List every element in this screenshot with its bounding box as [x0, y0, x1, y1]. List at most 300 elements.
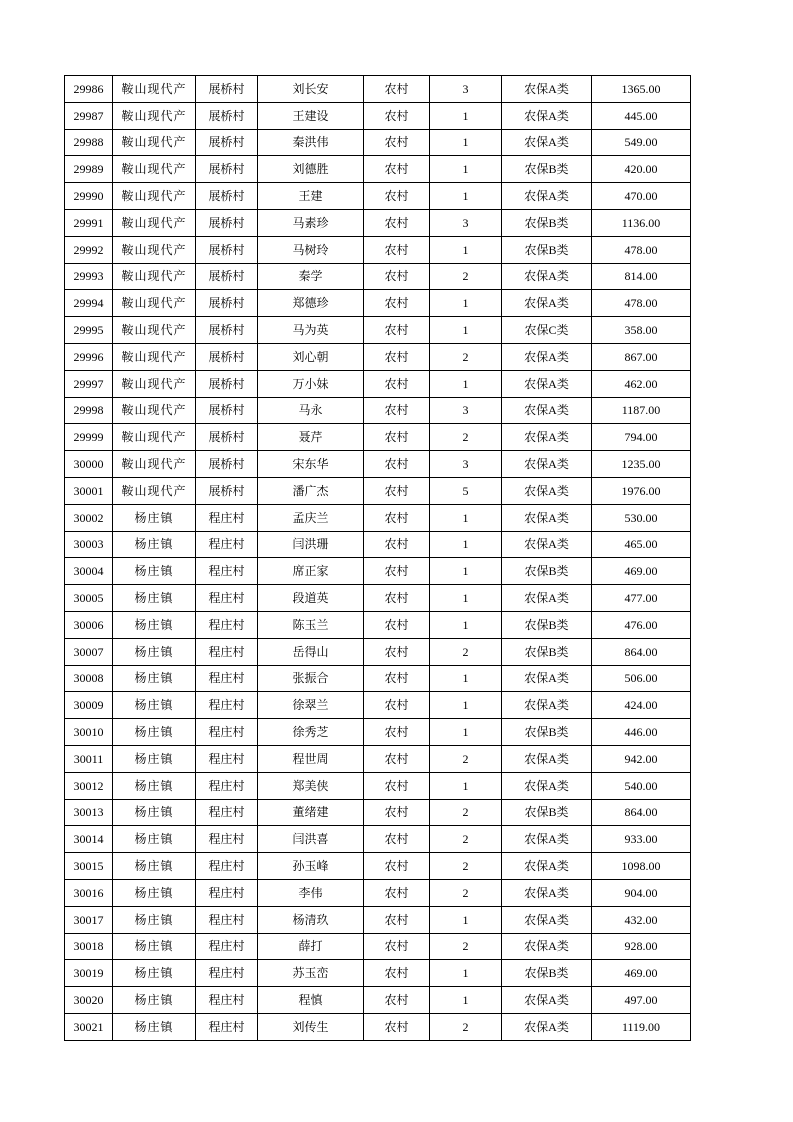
table-cell-town: 鞍山现代产: [113, 343, 196, 370]
table-cell-insurance-category: 农保A类: [502, 102, 592, 129]
table-row: [65, 558, 691, 585]
table-cell-record-id: 29990: [65, 183, 113, 210]
table-cell-town: 鞍山现代产: [113, 76, 196, 103]
table-cell-village: 程庄村: [196, 933, 258, 960]
table-cell-village: 程庄村: [196, 611, 258, 638]
table-cell-headcount: 1: [430, 129, 502, 156]
table-cell-residence-type: 农村: [364, 76, 430, 103]
table-row: [65, 692, 691, 719]
table-cell-residence-type: 农村: [364, 611, 430, 638]
table-cell-headcount: 1: [430, 317, 502, 344]
table-cell-headcount: 1: [430, 531, 502, 558]
table-cell-insurance-category: 农保A类: [502, 183, 592, 210]
table-cell-amount: 470.00: [592, 183, 691, 210]
table-cell-record-id: 29994: [65, 290, 113, 317]
table-cell-headcount: 1: [430, 558, 502, 585]
table-cell-record-id: 30000: [65, 451, 113, 478]
table-cell-headcount: 3: [430, 209, 502, 236]
table-cell-residence-type: 农村: [364, 156, 430, 183]
table-cell-village: 程庄村: [196, 879, 258, 906]
table-cell-residence-type: 农村: [364, 987, 430, 1014]
table-cell-insurance-category: 农保A类: [502, 585, 592, 612]
table-cell-village: 程庄村: [196, 1013, 258, 1040]
table-cell-person-name: 孙玉峰: [258, 853, 364, 880]
table-cell-residence-type: 农村: [364, 960, 430, 987]
table-cell-town: 鞍山现代产: [113, 263, 196, 290]
table-cell-amount: 432.00: [592, 906, 691, 933]
table-cell-town: 鞍山现代产: [113, 370, 196, 397]
table-cell-person-name: 刘心朝: [258, 343, 364, 370]
table-cell-amount: 864.00: [592, 799, 691, 826]
table-cell-amount: 469.00: [592, 558, 691, 585]
table-cell-record-id: 30011: [65, 745, 113, 772]
table-cell-record-id: 30021: [65, 1013, 113, 1040]
table-cell-residence-type: 农村: [364, 102, 430, 129]
table-cell-person-name: 程世周: [258, 745, 364, 772]
table-cell-residence-type: 农村: [364, 370, 430, 397]
table-cell-town: 杨庄镇: [113, 879, 196, 906]
table-cell-amount: 358.00: [592, 317, 691, 344]
table-cell-amount: 540.00: [592, 772, 691, 799]
table-cell-village: 程庄村: [196, 987, 258, 1014]
table-cell-headcount: 1: [430, 772, 502, 799]
table-cell-residence-type: 农村: [364, 397, 430, 424]
table-cell-insurance-category: 农保C类: [502, 317, 592, 344]
table-cell-town: 杨庄镇: [113, 585, 196, 612]
table-row: [65, 987, 691, 1014]
table-cell-headcount: 1: [430, 906, 502, 933]
table-cell-town: 杨庄镇: [113, 853, 196, 880]
table-cell-headcount: 5: [430, 477, 502, 504]
table-cell-village: 展桥村: [196, 263, 258, 290]
table-cell-village: 展桥村: [196, 209, 258, 236]
table-cell-person-name: 段道英: [258, 585, 364, 612]
table-cell-town: 鞍山现代产: [113, 183, 196, 210]
table-cell-insurance-category: 农保A类: [502, 692, 592, 719]
table-cell-residence-type: 农村: [364, 236, 430, 263]
table-cell-headcount: 2: [430, 853, 502, 880]
table-cell-headcount: 3: [430, 76, 502, 103]
table-cell-town: 鞍山现代产: [113, 317, 196, 344]
table-cell-residence-type: 农村: [364, 424, 430, 451]
table-row: [65, 370, 691, 397]
table-cell-amount: 462.00: [592, 370, 691, 397]
table-cell-amount: 928.00: [592, 933, 691, 960]
table-row: [65, 156, 691, 183]
table-cell-residence-type: 农村: [364, 933, 430, 960]
table-row: [65, 772, 691, 799]
table-cell-person-name: 杨清玖: [258, 906, 364, 933]
table-row: [65, 102, 691, 129]
table-cell-village: 展桥村: [196, 290, 258, 317]
table-cell-amount: 424.00: [592, 692, 691, 719]
table-cell-record-id: 30003: [65, 531, 113, 558]
table-row: [65, 1013, 691, 1040]
table-cell-village: 程庄村: [196, 692, 258, 719]
table-cell-village: 展桥村: [196, 129, 258, 156]
table-cell-person-name: 薛打: [258, 933, 364, 960]
table-cell-record-id: 30009: [65, 692, 113, 719]
table-cell-amount: 497.00: [592, 987, 691, 1014]
table-cell-amount: 1119.00: [592, 1013, 691, 1040]
table-cell-town: 鞍山现代产: [113, 236, 196, 263]
table-row: [65, 799, 691, 826]
table-row: [65, 263, 691, 290]
table-cell-record-id: 30012: [65, 772, 113, 799]
table-cell-headcount: 2: [430, 799, 502, 826]
table-row: [65, 236, 691, 263]
table-cell-town: 鞍山现代产: [113, 156, 196, 183]
table-cell-person-name: 聂芹: [258, 424, 364, 451]
table-row: [65, 531, 691, 558]
table-cell-headcount: 2: [430, 745, 502, 772]
table-cell-insurance-category: 农保A类: [502, 451, 592, 478]
table-cell-record-id: 30016: [65, 879, 113, 906]
table-cell-insurance-category: 农保A类: [502, 826, 592, 853]
table-cell-record-id: 30005: [65, 585, 113, 612]
table-cell-insurance-category: 农保A类: [502, 76, 592, 103]
table-cell-record-id: 29988: [65, 129, 113, 156]
table-cell-person-name: 马为英: [258, 317, 364, 344]
table-cell-person-name: 刘传生: [258, 1013, 364, 1040]
table-cell-headcount: 1: [430, 665, 502, 692]
table-cell-headcount: 1: [430, 183, 502, 210]
table-cell-amount: 864.00: [592, 638, 691, 665]
table-cell-insurance-category: 农保B类: [502, 156, 592, 183]
table-cell-headcount: 1: [430, 290, 502, 317]
table-cell-amount: 942.00: [592, 745, 691, 772]
table-cell-residence-type: 农村: [364, 451, 430, 478]
table-cell-village: 程庄村: [196, 960, 258, 987]
table-cell-record-id: 29996: [65, 343, 113, 370]
table-cell-insurance-category: 农保A类: [502, 531, 592, 558]
table-cell-insurance-category: 农保A类: [502, 504, 592, 531]
table-cell-village: 程庄村: [196, 853, 258, 880]
table-cell-insurance-category: 农保B类: [502, 960, 592, 987]
table-cell-town: 鞍山现代产: [113, 477, 196, 504]
table-cell-residence-type: 农村: [364, 879, 430, 906]
table-cell-person-name: 郑德珍: [258, 290, 364, 317]
table-cell-record-id: 29989: [65, 156, 113, 183]
table-cell-amount: 1136.00: [592, 209, 691, 236]
table-cell-village: 展桥村: [196, 451, 258, 478]
table-cell-town: 杨庄镇: [113, 611, 196, 638]
table-cell-village: 展桥村: [196, 343, 258, 370]
table-cell-record-id: 29993: [65, 263, 113, 290]
table-cell-headcount: 2: [430, 263, 502, 290]
table-cell-insurance-category: 农保A类: [502, 424, 592, 451]
table-cell-residence-type: 农村: [364, 183, 430, 210]
table-cell-amount: 476.00: [592, 611, 691, 638]
table-cell-town: 杨庄镇: [113, 638, 196, 665]
table-cell-headcount: 2: [430, 1013, 502, 1040]
table-cell-person-name: 马树玲: [258, 236, 364, 263]
table-cell-insurance-category: 农保A类: [502, 987, 592, 1014]
table-cell-residence-type: 农村: [364, 665, 430, 692]
table-cell-village: 展桥村: [196, 397, 258, 424]
table-cell-person-name: 闫洪喜: [258, 826, 364, 853]
table-row: [65, 665, 691, 692]
table-cell-residence-type: 农村: [364, 585, 430, 612]
table-cell-person-name: 马素珍: [258, 209, 364, 236]
table-cell-person-name: 刘长安: [258, 76, 364, 103]
table-cell-amount: 1187.00: [592, 397, 691, 424]
table-cell-record-id: 30015: [65, 853, 113, 880]
table-cell-town: 杨庄镇: [113, 933, 196, 960]
table-row: [65, 719, 691, 746]
table-cell-amount: 530.00: [592, 504, 691, 531]
table-cell-person-name: 宋东华: [258, 451, 364, 478]
table-cell-residence-type: 农村: [364, 290, 430, 317]
table-cell-residence-type: 农村: [364, 745, 430, 772]
table-cell-headcount: 1: [430, 236, 502, 263]
table-cell-record-id: 30010: [65, 719, 113, 746]
table-cell-amount: 867.00: [592, 343, 691, 370]
table-cell-insurance-category: 农保A类: [502, 477, 592, 504]
table-cell-village: 程庄村: [196, 719, 258, 746]
table-cell-town: 杨庄镇: [113, 799, 196, 826]
table-cell-village: 程庄村: [196, 638, 258, 665]
table-cell-person-name: 李伟: [258, 879, 364, 906]
table-cell-amount: 469.00: [592, 960, 691, 987]
table-cell-residence-type: 农村: [364, 504, 430, 531]
table-cell-village: 程庄村: [196, 665, 258, 692]
table-cell-town: 鞍山现代产: [113, 290, 196, 317]
table-cell-village: 程庄村: [196, 531, 258, 558]
table-cell-person-name: 张振合: [258, 665, 364, 692]
table-cell-record-id: 30020: [65, 987, 113, 1014]
table-cell-amount: 1235.00: [592, 451, 691, 478]
table-cell-person-name: 苏玉峦: [258, 960, 364, 987]
table-cell-headcount: 1: [430, 156, 502, 183]
table-cell-village: 展桥村: [196, 370, 258, 397]
table-cell-residence-type: 农村: [364, 692, 430, 719]
table-cell-residence-type: 农村: [364, 906, 430, 933]
table-cell-village: 程庄村: [196, 558, 258, 585]
table-cell-record-id: 30018: [65, 933, 113, 960]
table-cell-village: 展桥村: [196, 76, 258, 103]
table-cell-insurance-category: 农保B类: [502, 209, 592, 236]
table-cell-village: 程庄村: [196, 826, 258, 853]
table-cell-town: 杨庄镇: [113, 772, 196, 799]
table-row: [65, 183, 691, 210]
table-cell-residence-type: 农村: [364, 638, 430, 665]
table-cell-residence-type: 农村: [364, 263, 430, 290]
table-cell-village: 程庄村: [196, 799, 258, 826]
table-cell-person-name: 郑美侠: [258, 772, 364, 799]
table-cell-record-id: 30008: [65, 665, 113, 692]
table-cell-village: 程庄村: [196, 504, 258, 531]
table-cell-residence-type: 农村: [364, 558, 430, 585]
table-cell-amount: 794.00: [592, 424, 691, 451]
table-cell-insurance-category: 农保B类: [502, 611, 592, 638]
table-cell-insurance-category: 农保A类: [502, 772, 592, 799]
table-cell-residence-type: 农村: [364, 719, 430, 746]
table-cell-insurance-category: 农保A类: [502, 853, 592, 880]
table-cell-residence-type: 农村: [364, 799, 430, 826]
table-cell-person-name: 岳得山: [258, 638, 364, 665]
table-cell-person-name: 孟庆兰: [258, 504, 364, 531]
table-cell-residence-type: 农村: [364, 853, 430, 880]
table-cell-headcount: 3: [430, 397, 502, 424]
table-cell-headcount: 1: [430, 987, 502, 1014]
table-cell-residence-type: 农村: [364, 317, 430, 344]
table-row: [65, 933, 691, 960]
table-cell-amount: 446.00: [592, 719, 691, 746]
table-cell-amount: 1365.00: [592, 76, 691, 103]
table-cell-amount: 506.00: [592, 665, 691, 692]
table-cell-record-id: 29998: [65, 397, 113, 424]
table-row: [65, 290, 691, 317]
table-cell-insurance-category: 农保A类: [502, 263, 592, 290]
table-row: [65, 397, 691, 424]
table-cell-headcount: 1: [430, 960, 502, 987]
table-cell-insurance-category: 农保A类: [502, 343, 592, 370]
table-cell-amount: 465.00: [592, 531, 691, 558]
table-cell-person-name: 徐翠兰: [258, 692, 364, 719]
table-row: [65, 451, 691, 478]
table-cell-residence-type: 农村: [364, 826, 430, 853]
table-row: [65, 960, 691, 987]
table-cell-village: 程庄村: [196, 906, 258, 933]
table-body: [65, 76, 691, 1041]
table-cell-headcount: 1: [430, 102, 502, 129]
table-cell-residence-type: 农村: [364, 209, 430, 236]
table-cell-insurance-category: 农保A类: [502, 906, 592, 933]
table-row: [65, 504, 691, 531]
table-row: [65, 906, 691, 933]
table-cell-person-name: 秦学: [258, 263, 364, 290]
table-cell-record-id: 30001: [65, 477, 113, 504]
table-cell-town: 杨庄镇: [113, 987, 196, 1014]
table-cell-record-id: 29997: [65, 370, 113, 397]
table-cell-amount: 549.00: [592, 129, 691, 156]
table-cell-town: 鞍山现代产: [113, 397, 196, 424]
table-cell-amount: 933.00: [592, 826, 691, 853]
table-cell-town: 杨庄镇: [113, 745, 196, 772]
table-cell-headcount: 2: [430, 879, 502, 906]
table-cell-record-id: 29999: [65, 424, 113, 451]
table-cell-record-id: 30019: [65, 960, 113, 987]
table-cell-insurance-category: 农保A类: [502, 129, 592, 156]
table-cell-headcount: 3: [430, 451, 502, 478]
table-cell-record-id: 30004: [65, 558, 113, 585]
table-cell-village: 展桥村: [196, 183, 258, 210]
table-cell-amount: 477.00: [592, 585, 691, 612]
table-cell-headcount: 2: [430, 343, 502, 370]
table-row: [65, 343, 691, 370]
table-cell-residence-type: 农村: [364, 531, 430, 558]
table-cell-insurance-category: 农保A类: [502, 665, 592, 692]
table-cell-headcount: 2: [430, 826, 502, 853]
table-cell-amount: 1976.00: [592, 477, 691, 504]
table-cell-insurance-category: 农保A类: [502, 933, 592, 960]
table-cell-headcount: 1: [430, 719, 502, 746]
table-cell-village: 程庄村: [196, 585, 258, 612]
table-cell-amount: 1098.00: [592, 853, 691, 880]
table-cell-record-id: 30006: [65, 611, 113, 638]
table-cell-insurance-category: 农保A类: [502, 1013, 592, 1040]
table-row: [65, 853, 691, 880]
table-cell-insurance-category: 农保A类: [502, 290, 592, 317]
table-row: [65, 585, 691, 612]
table-cell-amount: 478.00: [592, 290, 691, 317]
table-cell-village: 展桥村: [196, 477, 258, 504]
table-cell-headcount: 2: [430, 424, 502, 451]
table-cell-town: 杨庄镇: [113, 719, 196, 746]
table-cell-residence-type: 农村: [364, 343, 430, 370]
table-cell-amount: 814.00: [592, 263, 691, 290]
table-cell-village: 程庄村: [196, 772, 258, 799]
table-cell-village: 展桥村: [196, 317, 258, 344]
table-cell-town: 杨庄镇: [113, 692, 196, 719]
table-cell-person-name: 马永: [258, 397, 364, 424]
table-cell-headcount: 2: [430, 933, 502, 960]
table-cell-town: 鞍山现代产: [113, 451, 196, 478]
table-cell-person-name: 万小妹: [258, 370, 364, 397]
table-cell-insurance-category: 农保B类: [502, 719, 592, 746]
table-cell-person-name: 闫洪珊: [258, 531, 364, 558]
table-cell-record-id: 30007: [65, 638, 113, 665]
table-row: [65, 638, 691, 665]
records-table: [64, 75, 691, 1041]
table-row: [65, 424, 691, 451]
table-cell-headcount: 1: [430, 611, 502, 638]
table-cell-town: 杨庄镇: [113, 960, 196, 987]
table-cell-town: 杨庄镇: [113, 665, 196, 692]
table-cell-village: 程庄村: [196, 745, 258, 772]
table-cell-insurance-category: 农保B类: [502, 799, 592, 826]
table-cell-record-id: 29986: [65, 76, 113, 103]
table-cell-village: 展桥村: [196, 156, 258, 183]
table-cell-person-name: 王建设: [258, 102, 364, 129]
table-cell-town: 鞍山现代产: [113, 424, 196, 451]
table-cell-amount: 445.00: [592, 102, 691, 129]
table-cell-insurance-category: 农保A类: [502, 745, 592, 772]
table-cell-insurance-category: 农保A类: [502, 370, 592, 397]
table-row: [65, 209, 691, 236]
table-row: [65, 879, 691, 906]
table-cell-insurance-category: 农保B类: [502, 558, 592, 585]
table-cell-record-id: 29992: [65, 236, 113, 263]
table-cell-residence-type: 农村: [364, 129, 430, 156]
table-cell-headcount: 1: [430, 585, 502, 612]
table-cell-headcount: 1: [430, 692, 502, 719]
table-cell-amount: 478.00: [592, 236, 691, 263]
table-cell-town: 鞍山现代产: [113, 209, 196, 236]
table-row: [65, 477, 691, 504]
table-cell-record-id: 29991: [65, 209, 113, 236]
table-cell-town: 鞍山现代产: [113, 102, 196, 129]
table-cell-person-name: 王建: [258, 183, 364, 210]
table-cell-record-id: 30014: [65, 826, 113, 853]
table-cell-residence-type: 农村: [364, 772, 430, 799]
table-cell-residence-type: 农村: [364, 477, 430, 504]
table-cell-village: 展桥村: [196, 424, 258, 451]
table-row: [65, 745, 691, 772]
table-cell-person-name: 董绪建: [258, 799, 364, 826]
table-cell-person-name: 徐秀芝: [258, 719, 364, 746]
table-cell-village: 展桥村: [196, 102, 258, 129]
table-cell-town: 杨庄镇: [113, 558, 196, 585]
table-cell-record-id: 30002: [65, 504, 113, 531]
table-cell-town: 杨庄镇: [113, 531, 196, 558]
table-cell-person-name: 秦洪伟: [258, 129, 364, 156]
table-cell-person-name: 刘德胜: [258, 156, 364, 183]
table-cell-town: 杨庄镇: [113, 906, 196, 933]
table-cell-record-id: 30017: [65, 906, 113, 933]
table-row: [65, 611, 691, 638]
